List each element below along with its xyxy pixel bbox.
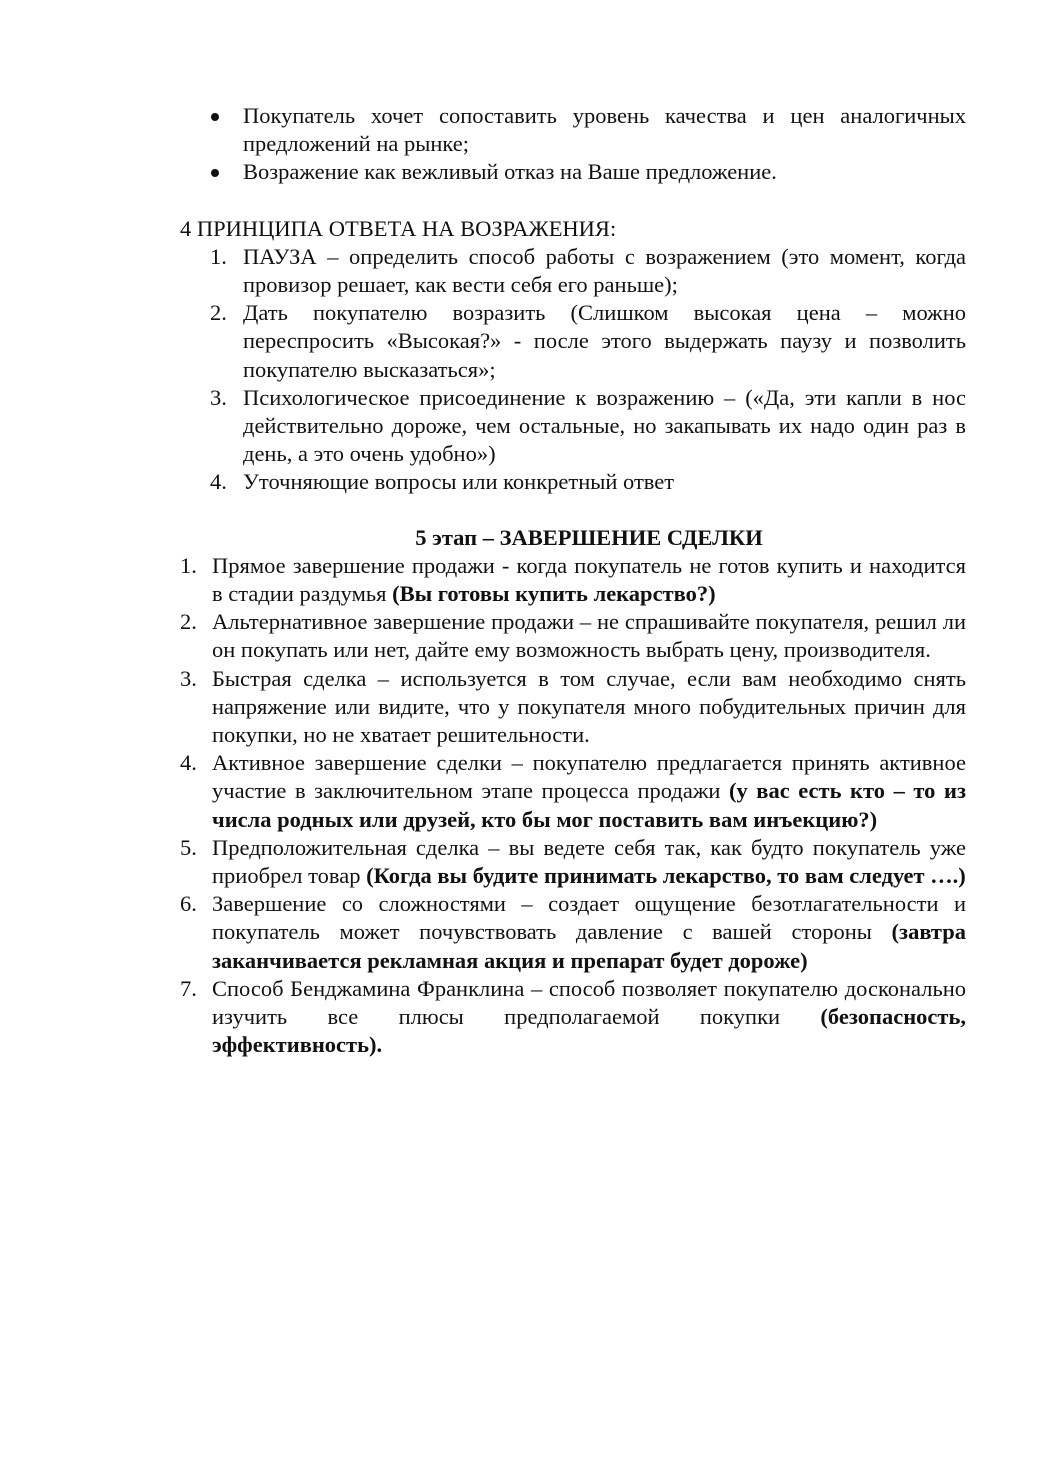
list-item: [180, 158, 966, 186]
list-item-text: Быстрая сделка – используется в том случае, если вам необходимо снять напряжение или видите, что у покупателя много побудительных причин для покупки, но не хватает решительности.: [212, 665, 966, 748]
list-item-text: Покупатель хочет сопоставить уровень качества и цен аналогичных предложений на рынке;: [243, 103, 966, 157]
closing-methods-list: [180, 552, 966, 1060]
list-item-text: Альтернативное завершение продажи – не спрашивайте покупателя, решил ли он покупать или нет, дайте ему возможность выбрать цену, производителя.: [212, 609, 966, 663]
list-item: [180, 468, 966, 496]
list-item-text: Прямое завершение продажи - когда покупатель не готов купить и находится в стадии раздумья: [212, 552, 966, 607]
spacer: [180, 187, 966, 215]
list-item: [180, 608, 966, 664]
list-item-example: (Вы готовы купить лекарство?): [392, 581, 716, 607]
list-item-text: Дать покупателю возразить (Слишком высокая цена – можно переспросить «Высокая?» - после этого выдержать паузу и позволить покупателю высказаться»;: [243, 300, 966, 382]
list-item: [180, 384, 966, 469]
list-item-example: (завтра заканчивается рекламная акция и препарат будет дороже): [212, 919, 966, 973]
spacer: [180, 497, 966, 524]
list-item-text: Предположительная сделка – вы ведете себя так, как будто покупатель уже приобрел товар: [212, 834, 966, 889]
list-item-text: Возражение как вежливый отказ на Ваше предложение.: [243, 159, 777, 185]
bullet-icon: [211, 113, 219, 121]
item-number: 4.: [180, 750, 197, 776]
item-number: 2.: [180, 609, 197, 635]
document-content: [180, 102, 966, 1060]
principles-list: [180, 243, 966, 497]
list-item-text: Психологическое присоединение к возражению – («Да, эти капли в нос действительно дороже, чем остальные, но закапывать их надо один раз в день, а это очень удобно»): [243, 384, 966, 467]
list-item: [180, 975, 966, 1060]
list-item: [180, 102, 966, 158]
item-number: 7.: [180, 975, 197, 1001]
item-number: 2.: [210, 300, 227, 326]
stage-title: 5 этап – ЗАВЕРШЕНИЕ СДЕЛКИ: [415, 524, 763, 550]
list-item-text: Уточняющие вопросы или конкретный ответ: [243, 469, 675, 495]
list-item-text: ПАУЗА – определить способ работы с возражением (это момент, когда провизор решает, как вести себя его раньше);: [243, 243, 966, 298]
list-item-text: Активное завершение сделки – покупателю предлагается принять активное участие в заключительном этапе процесса продажи: [212, 750, 966, 804]
list-item-text: Способ Бенджамина Франклина – способ позволяет покупателю досконально изучить все плюсы предполагаемой покупки: [212, 975, 966, 1030]
list-item: [180, 665, 966, 750]
item-number: 1.: [180, 552, 197, 578]
list-item: [180, 299, 966, 384]
item-number: 4.: [210, 469, 227, 495]
list-item-text: Завершение со сложностями – создает ощущение безотлагательности и покупатель может почувствовать давление с вашей стороны: [212, 891, 966, 945]
principles-heading: 4 ПРИНЦИПА ОТВЕТА НА ВОЗРАЖЕНИЯ:: [180, 215, 617, 241]
objection-reasons-list: [180, 102, 966, 187]
item-number: 1.: [210, 243, 227, 269]
item-number: 3.: [210, 384, 227, 410]
bullet-icon: [211, 169, 219, 177]
list-item: [180, 749, 966, 834]
list-item: [180, 834, 966, 890]
item-number: 6.: [180, 891, 197, 917]
list-item-example: (безопасность, эффективность).: [212, 1004, 966, 1058]
item-number: 3.: [180, 665, 197, 691]
list-item: [180, 552, 966, 608]
list-item: [180, 243, 966, 299]
list-item-example: (Когда вы будите принимать лекарство, то вам следует ….): [366, 863, 966, 889]
list-item-example: (у вас есть кто – то из числа родных или друзей, кто бы мог поставить вам инъекцию?): [212, 778, 966, 832]
list-item: [180, 890, 966, 975]
item-number: 5.: [180, 834, 197, 860]
